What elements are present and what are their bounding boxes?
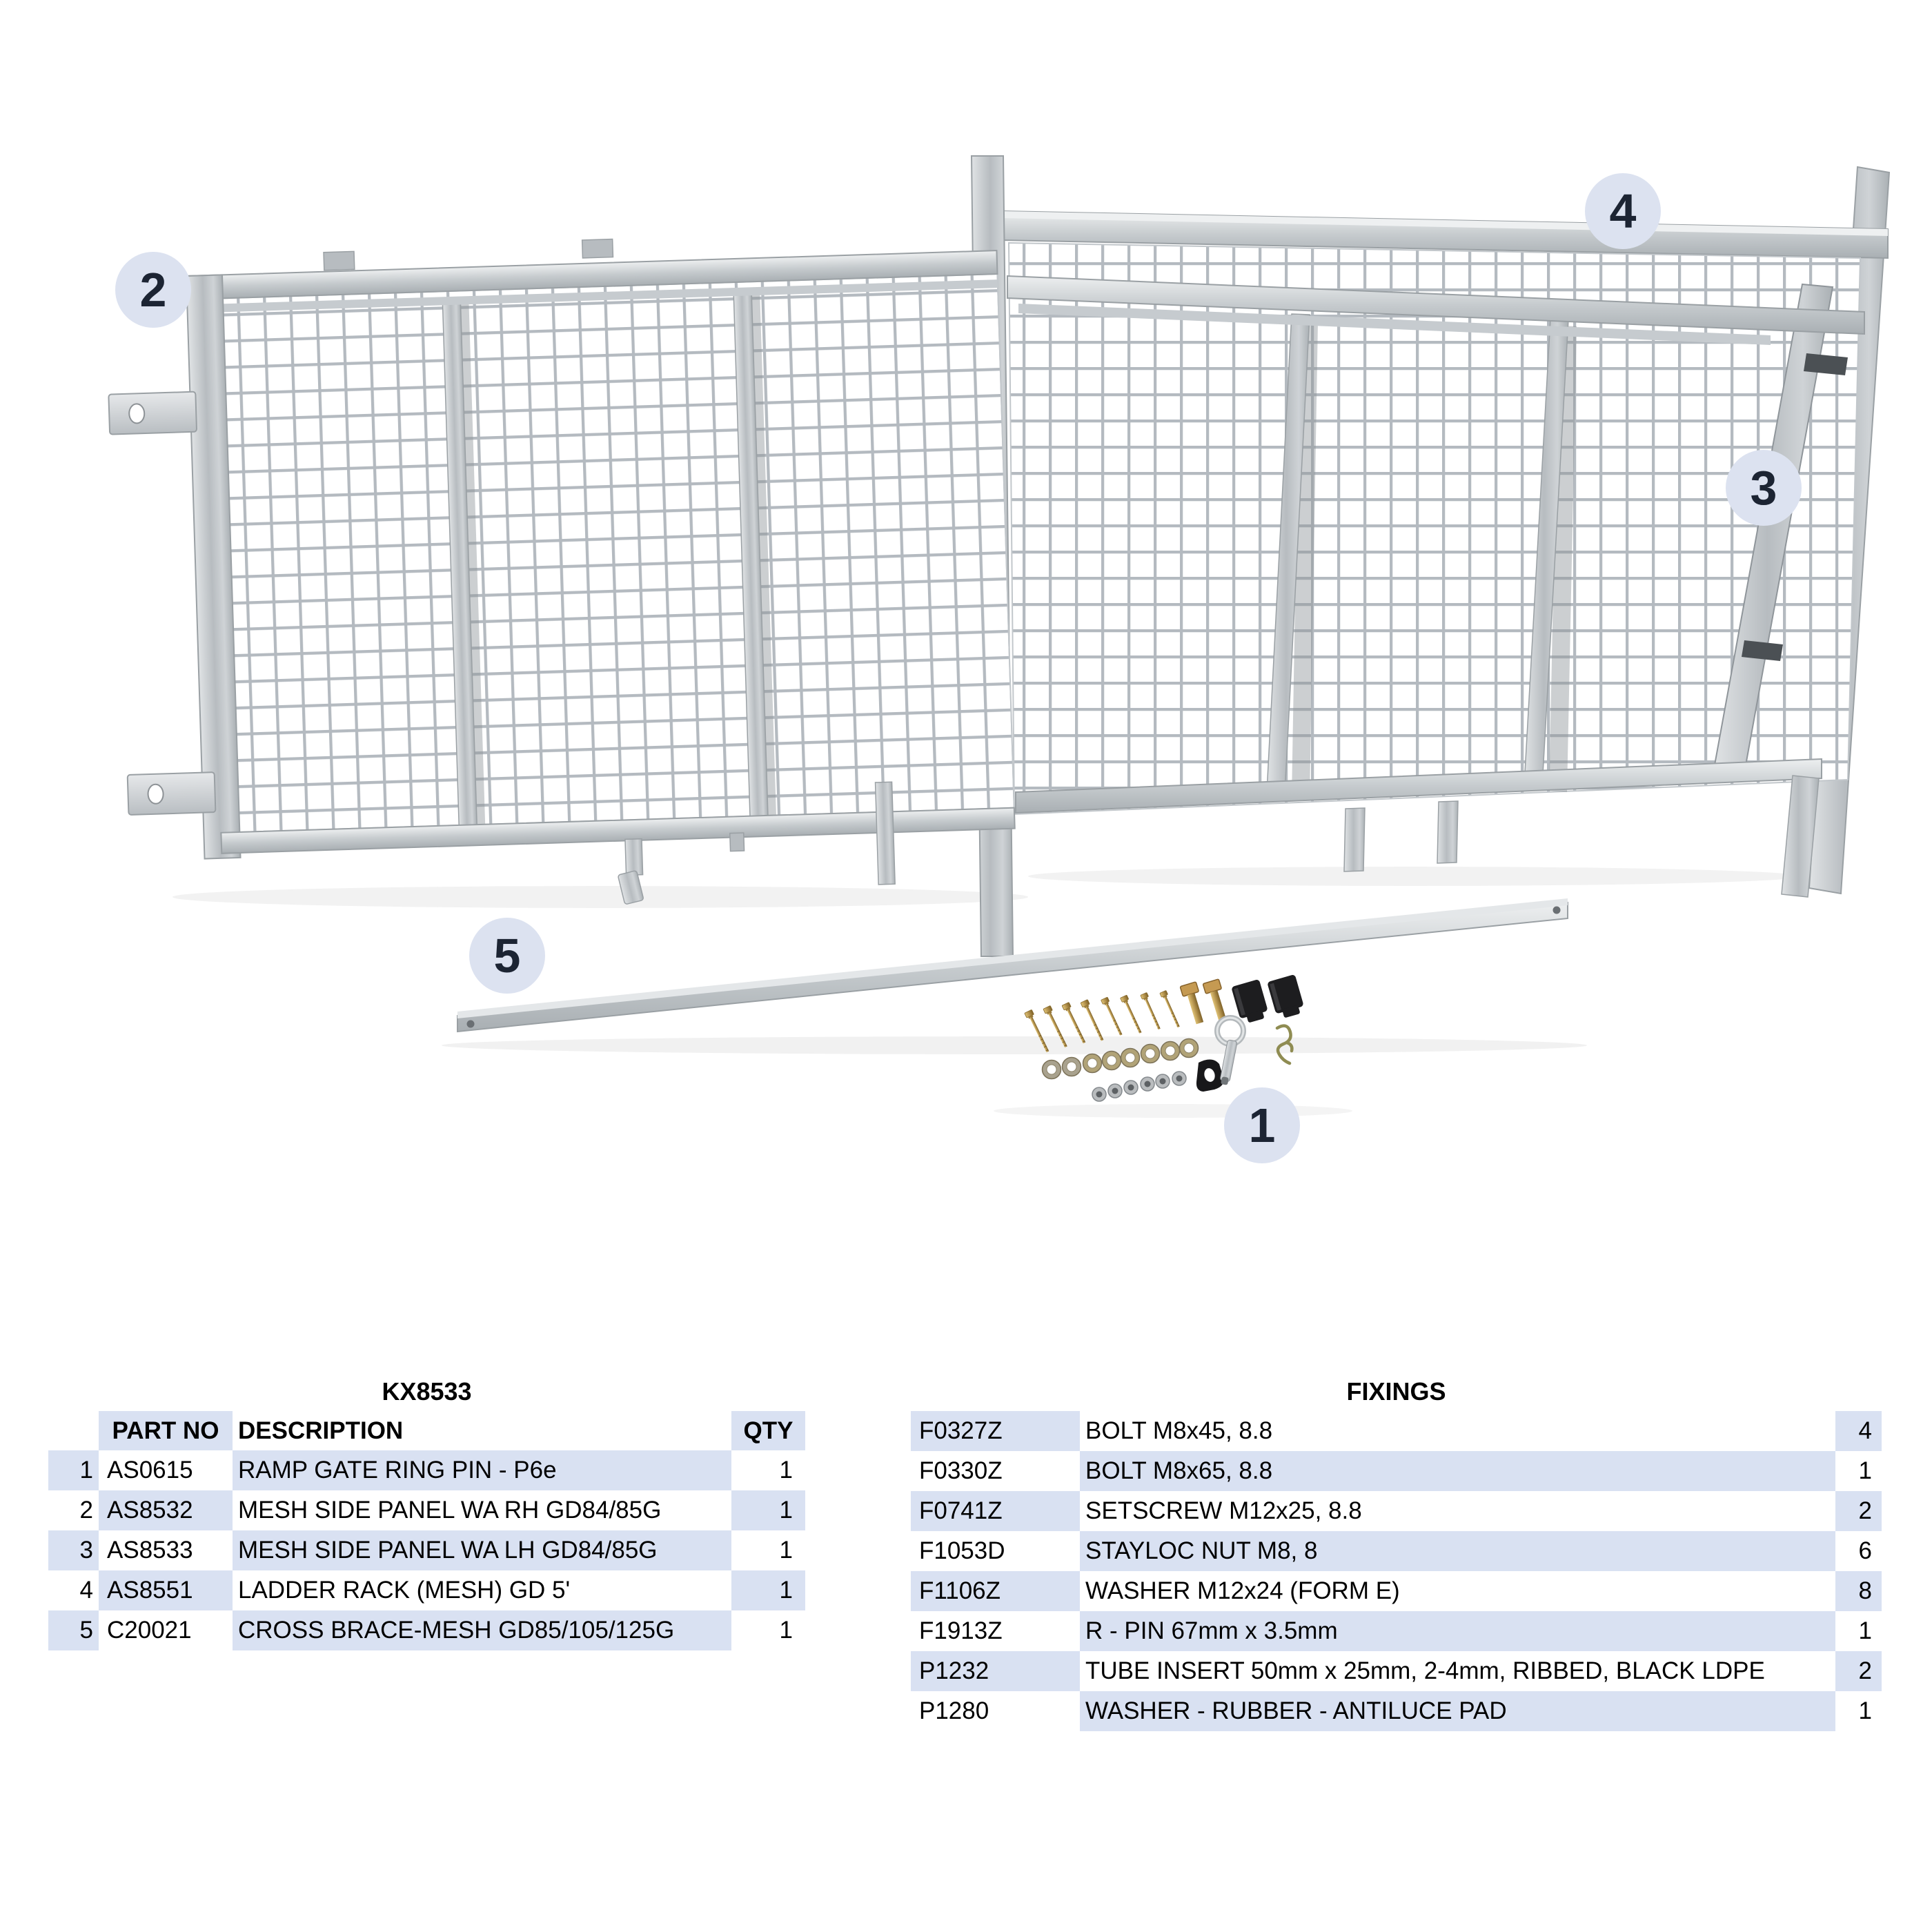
fixing-description: R - PIN 67mm x 3.5mm: [1080, 1611, 1835, 1651]
kit-header-part: PART NO: [99, 1411, 233, 1450]
kit-qty: 1: [779, 1537, 793, 1564]
kit-row: [48, 1450, 805, 1490]
kit-description: MESH SIDE PANEL WA RH GD84/85G: [238, 1497, 662, 1524]
kit-qty: 1: [779, 1457, 793, 1483]
kit-header-qty: QTY: [731, 1411, 805, 1450]
fixing-qty: 4: [1835, 1411, 1882, 1451]
callout-2: 2: [115, 252, 191, 328]
kit-description: CROSS BRACE-MESH GD85/105/125G: [233, 1610, 731, 1650]
mesh-side-panel-rh: [104, 227, 1017, 920]
kit-header-spacer: [48, 1411, 99, 1450]
kit-table-title: KX8533: [382, 1377, 472, 1406]
fixing-description: STAYLOC NUT M8, 8: [1080, 1531, 1835, 1571]
fixing-description: TUBE INSERT 50mm x 25mm, 2-4mm, RIBBED, BLACK LDPE: [1085, 1657, 1765, 1684]
callout-1: 1: [1224, 1087, 1300, 1163]
fixings-row: [911, 1611, 1882, 1651]
fixing-description: BOLT M8x65, 8.8: [1080, 1451, 1835, 1491]
callout-3: 3: [1726, 450, 1802, 526]
fixing-part-no: P1232: [911, 1651, 1080, 1691]
kit-qty: 1: [779, 1617, 793, 1644]
fixing-part-no: P1280: [919, 1697, 989, 1724]
fixing-description: WASHER - RUBBER - ANTILUCE PAD: [1080, 1691, 1835, 1731]
fixings-table: [911, 1376, 1882, 1731]
fixing-part-no: F1053D: [919, 1537, 1005, 1564]
callout-5: 5: [469, 918, 545, 994]
kit-table-grid: [48, 1411, 805, 1650]
fixing-qty: 1: [1858, 1457, 1872, 1484]
fixing-part-no: F0741Z: [911, 1491, 1080, 1531]
kit-row: [48, 1570, 805, 1610]
r-pin: [1277, 1026, 1292, 1063]
fixing-qty: 1: [1858, 1697, 1872, 1724]
fixing-qty: 8: [1835, 1571, 1882, 1611]
fixing-part-no: F1913Z: [919, 1617, 1003, 1644]
callout-4: 4: [1585, 173, 1661, 249]
fixing-qty: 1: [1858, 1617, 1872, 1644]
fixings-row: [911, 1651, 1882, 1691]
kit-header-row: [48, 1411, 805, 1450]
fixing-description: WASHER M12x24 (FORM E): [1085, 1577, 1400, 1604]
kit-row: [48, 1490, 805, 1530]
kit-item-no: 2: [79, 1497, 93, 1524]
kit-part-no: AS8551: [99, 1570, 233, 1610]
kit-part-no: AS8533: [107, 1537, 193, 1564]
kit-description: RAMP GATE RING PIN - P6e: [233, 1450, 731, 1490]
fixing-qty: 2: [1835, 1491, 1882, 1531]
fixings-row: [911, 1491, 1882, 1531]
kit-qty: 1: [731, 1570, 805, 1610]
fixing-part-no: F0330Z: [919, 1457, 1003, 1484]
kit-item-no: 5: [48, 1610, 99, 1650]
kit-row: [48, 1610, 805, 1650]
fixing-part-no: F1106Z: [911, 1571, 1080, 1611]
fixings-table-title: FIXINGS: [1346, 1377, 1446, 1406]
mesh-side-panel-lh: [1007, 243, 1864, 897]
kit-part-no: AS8532: [99, 1490, 233, 1530]
kit-part-no: AS0615: [107, 1457, 193, 1483]
fixings-row: [911, 1411, 1882, 1451]
fixings-row: [911, 1691, 1882, 1731]
kit-item-no: 3: [48, 1530, 99, 1570]
fixings-row: [911, 1451, 1882, 1491]
kit-description: MESH SIDE PANEL WA LH GD84/85G: [233, 1530, 731, 1570]
fixings-row: [911, 1531, 1882, 1571]
fixings-table-grid: [911, 1411, 1882, 1731]
kit-table: [48, 1376, 805, 1650]
fixing-description: SETSCREW M12x25, 8.8: [1085, 1497, 1362, 1524]
nuts: [1092, 1072, 1186, 1101]
kit-item-no: 1: [48, 1450, 99, 1490]
fixings-row: [911, 1571, 1882, 1611]
kit-header-desc: DESCRIPTION: [238, 1417, 404, 1444]
kit-description: LADDER RACK (MESH) GD 5': [238, 1577, 571, 1604]
kit-qty: 1: [731, 1490, 805, 1530]
kit-row: [48, 1530, 805, 1570]
kit-item-no: 4: [79, 1577, 93, 1604]
fixing-qty: 6: [1858, 1537, 1872, 1564]
fixing-description: BOLT M8x45, 8.8: [1085, 1417, 1273, 1444]
kit-part-no: C20021: [107, 1617, 192, 1644]
tube-inserts: [1231, 974, 1305, 1025]
fixing-part-no: F0327Z: [911, 1411, 1080, 1451]
fixing-qty: 2: [1835, 1651, 1882, 1691]
antiluce-pad: [1196, 1059, 1224, 1092]
